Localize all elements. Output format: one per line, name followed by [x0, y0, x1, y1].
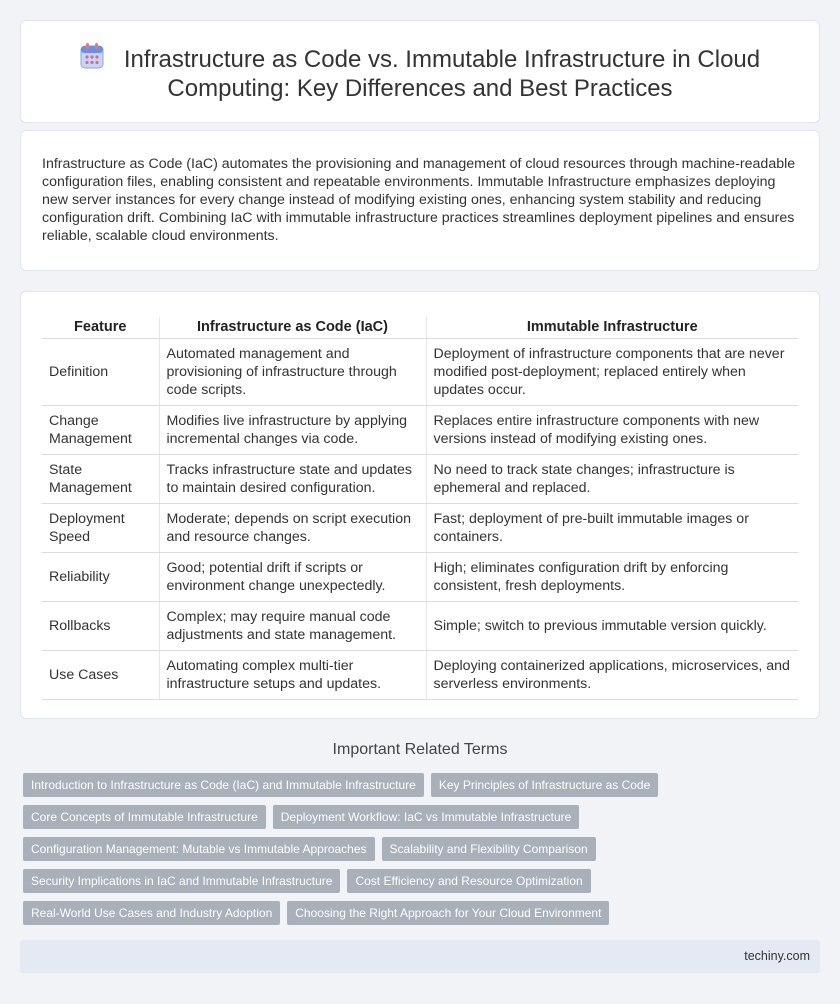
header-feature: Feature [42, 317, 159, 339]
feature-cell: Rollbacks [42, 602, 159, 651]
page-title-wrap [21, 43, 819, 103]
table-row [42, 651, 798, 700]
iac-cell: Automating complex multi-tier infrastructure setups and updates. [159, 651, 426, 700]
related-term-tag[interactable]: Real-World Use Cases and Industry Adoption [23, 901, 280, 925]
tag-row [23, 901, 823, 925]
iac-cell: Moderate; depends on script execution and resource changes. [159, 504, 426, 553]
table-row [42, 553, 798, 602]
tag-row [23, 837, 823, 861]
table-header-row [42, 317, 798, 339]
related-term-tag[interactable]: Security Implications in IaC and Immutable Infrastructure [23, 869, 340, 893]
related-term-tag[interactable]: Scalability and Flexibility Comparison [382, 837, 596, 861]
feature-cell: Definition [42, 339, 159, 406]
related-term-tag[interactable]: Core Concepts of Immutable Infrastructure [23, 805, 266, 829]
feature-cell: Deployment Speed [42, 504, 159, 553]
table-row [42, 406, 798, 455]
footer [20, 940, 820, 973]
footer-site: techiny.com [744, 949, 810, 963]
immutable-cell: Fast; deployment of pre-built immutable images or containers. [426, 504, 798, 553]
related-terms-title: Important Related Terms [332, 741, 508, 758]
related-term-tag[interactable]: Deployment Workflow: IaC vs Immutable Infrastructure [273, 805, 580, 829]
iac-cell: Complex; may require manual code adjustments and state management. [159, 602, 426, 651]
related-term-tag[interactable]: Key Principles of Infrastructure as Code [431, 773, 658, 797]
tag-row [23, 805, 823, 829]
feature-cell: State Management [42, 455, 159, 504]
table-row [42, 339, 798, 406]
iac-cell: Automated management and provisioning of infrastructure through code scripts. [159, 339, 426, 406]
iac-cell: Modifies live infrastructure by applying incremental changes via code. [159, 406, 426, 455]
related-term-tag[interactable]: Configuration Management: Mutable vs Immutable Approaches [23, 837, 375, 861]
tag-row [23, 773, 823, 797]
related-term-tag[interactable]: Cost Efficiency and Resource Optimization [347, 869, 590, 893]
comparison-card [20, 291, 820, 719]
immutable-cell: Deploying containerized applications, microservices, and serverless environments. [426, 651, 798, 700]
header-immutable: Immutable Infrastructure [426, 317, 798, 339]
tag-row [23, 869, 823, 893]
comparison-table [42, 317, 798, 700]
feature-cell: Reliability [42, 553, 159, 602]
intro-card [20, 130, 820, 271]
iac-cell: Tracks infrastructure state and updates to maintain desired configuration. [159, 455, 426, 504]
related-terms-list [23, 773, 823, 933]
immutable-cell: No need to track state changes; infrastructure is ephemeral and replaced. [426, 455, 798, 504]
immutable-cell: High; eliminates configuration drift by enforcing consistent, fresh deployments. [426, 553, 798, 602]
immutable-cell: Simple; switch to previous immutable version quickly. [426, 602, 798, 651]
table-row [42, 504, 798, 553]
iac-cell: Good; potential drift if scripts or environment change unexpectedly. [159, 553, 426, 602]
feature-cell: Use Cases [42, 651, 159, 700]
table-row [42, 455, 798, 504]
table-row [42, 602, 798, 651]
page-title: Infrastructure as Code vs. Immutable Infrastructure in Cloud Computing: Key Differences and Best Practices [123, 46, 761, 102]
intro-paragraph: Infrastructure as Code (IaC) automates the provisioning and management of cloud resources through machine-readable configuration files, enabling consistent and repeatable environments. Immutable Infrastructure emphasizes deploying new server instances for every change instead of modifying existing ones, enhancing system stability and reducing configuration drift. Combining IaC with immutable infrastructure practices streamlines deployment pipelines and ensures reliable, scalable cloud environments. [42, 156, 796, 244]
feature-cell: Change Management [42, 406, 159, 455]
immutable-cell: Replaces entire infrastructure components with new versions instead of modifying existing ones. [426, 406, 798, 455]
calendar-icon [80, 43, 104, 69]
related-term-tag[interactable]: Choosing the Right Approach for Your Cloud Environment [287, 901, 609, 925]
header-iac: Infrastructure as Code (IaC) [159, 317, 426, 339]
related-term-tag[interactable]: Introduction to Infrastructure as Code (IaC) and Immutable Infrastructure [23, 773, 424, 797]
title-card [20, 20, 820, 123]
immutable-cell: Deployment of infrastructure components that are never modified post-deployment; replaced entirely when updates occur. [426, 339, 798, 406]
